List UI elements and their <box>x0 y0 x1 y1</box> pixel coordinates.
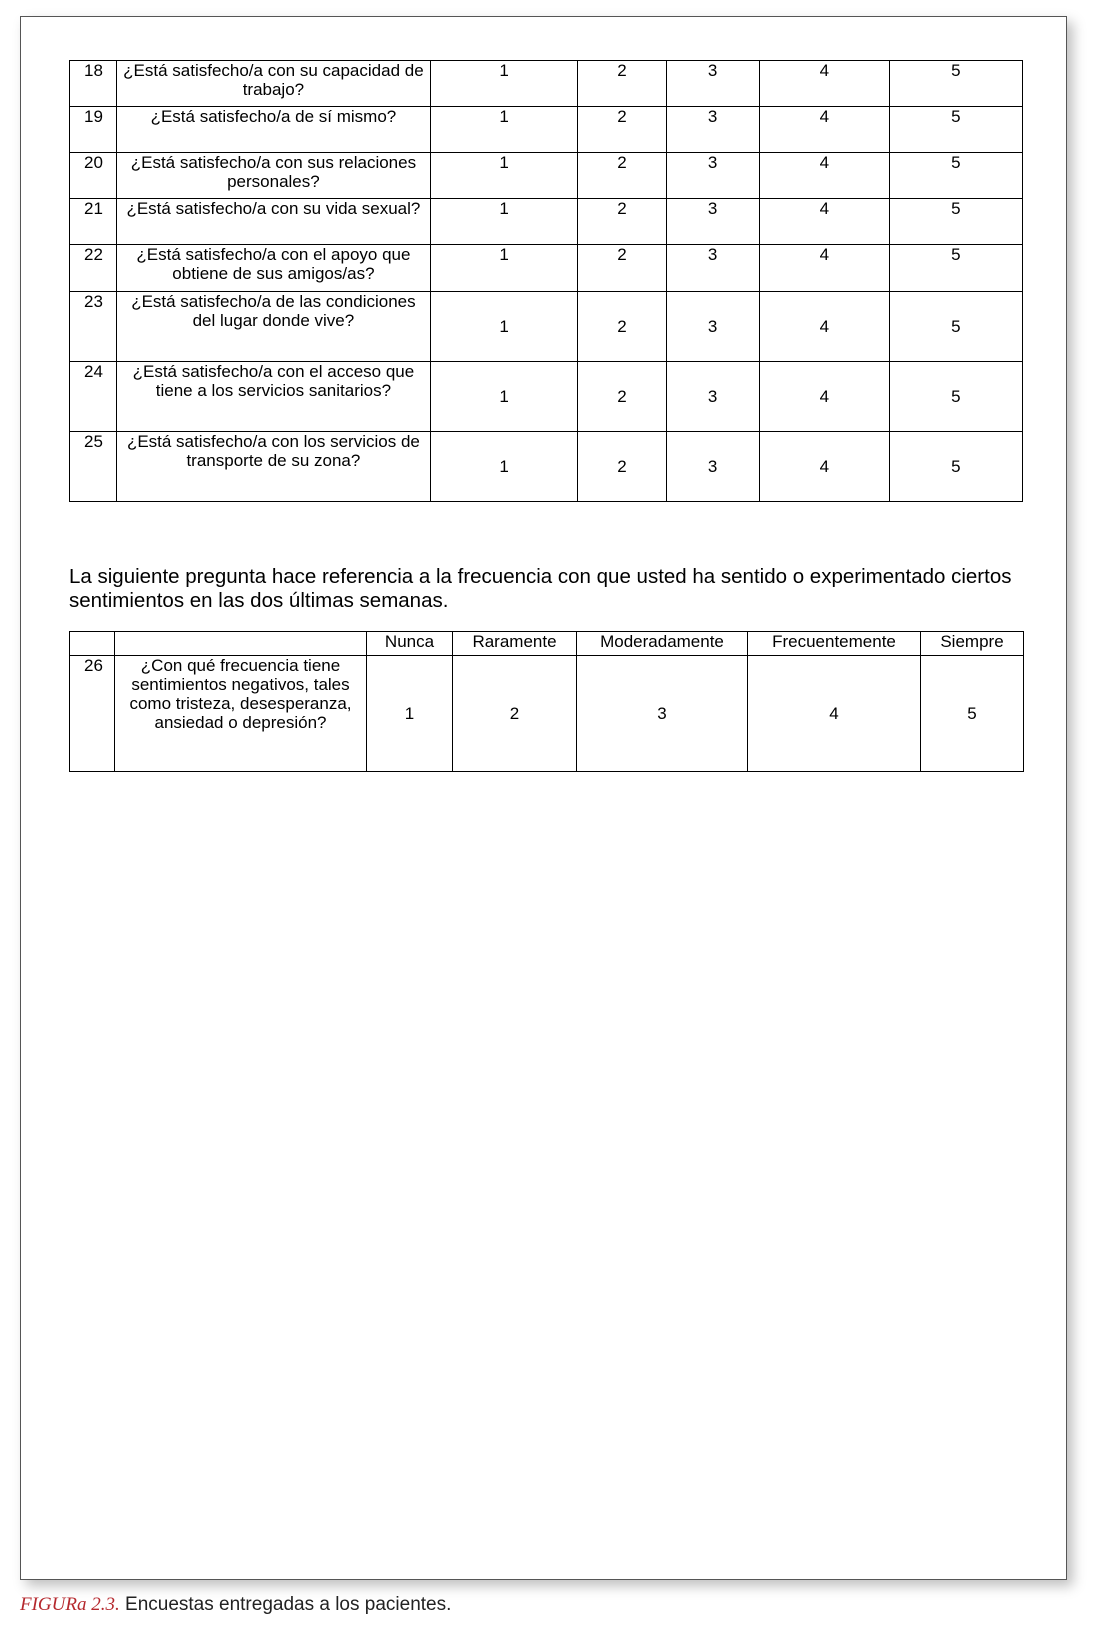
score-cell: 3 <box>666 245 759 292</box>
column-header: Frecuentemente <box>748 632 921 656</box>
score-cell: 1 <box>430 199 578 245</box>
score-cell: 3 <box>666 107 759 153</box>
score-cell: 1 <box>430 292 578 362</box>
score-cell: 4 <box>759 153 889 199</box>
row-number: 21 <box>70 199 117 245</box>
score-cell: 5 <box>889 153 1022 199</box>
score-cell: 4 <box>759 362 889 432</box>
question-text: ¿Con qué frecuencia tiene sentimientos negativos, tales como tristeza, desesperanza, ansiedad o depresión? <box>115 656 367 772</box>
question-text: ¿Está satisfecho/a de sí mismo? <box>117 107 430 153</box>
empty-header-cell <box>70 632 115 656</box>
score-cell: 5 <box>889 362 1022 432</box>
score-cell: 3 <box>666 432 759 502</box>
score-cell: 2 <box>578 199 666 245</box>
score-cell: 2 <box>578 61 666 107</box>
score-cell: 4 <box>759 199 889 245</box>
table-row <box>70 656 1024 772</box>
score-cell: 3 <box>666 61 759 107</box>
score-cell: 3 <box>666 199 759 245</box>
table-row <box>70 199 1023 245</box>
question-text: ¿Está satisfecho/a con su vida sexual? <box>117 199 430 245</box>
score-cell: 5 <box>889 199 1022 245</box>
score-cell: 2 <box>578 432 666 502</box>
frequency-table <box>69 631 1024 772</box>
question-text: ¿Está satisfecho/a con el apoyo que obtiene de sus amigos/as? <box>117 245 430 292</box>
score-cell: 1 <box>430 362 578 432</box>
score-cell: 5 <box>921 656 1024 772</box>
score-cell: 2 <box>578 153 666 199</box>
row-number: 26 <box>70 656 115 772</box>
score-cell: 4 <box>759 245 889 292</box>
score-cell: 1 <box>430 432 578 502</box>
score-cell: 1 <box>367 656 453 772</box>
score-cell: 5 <box>889 245 1022 292</box>
row-number: 23 <box>70 292 117 362</box>
empty-header-cell <box>115 632 367 656</box>
table-row <box>70 245 1023 292</box>
question-text: ¿Está satisfecho/a con su capacidad de trabajo? <box>117 61 430 107</box>
table-row <box>70 432 1023 502</box>
table-row <box>70 61 1023 107</box>
question-text: ¿Está satisfecho/a con los servicios de transporte de su zona? <box>117 432 430 502</box>
score-cell: 4 <box>759 107 889 153</box>
score-cell: 3 <box>666 153 759 199</box>
score-cell: 1 <box>430 107 578 153</box>
document-page <box>20 16 1067 1580</box>
row-number: 25 <box>70 432 117 502</box>
table-row <box>70 153 1023 199</box>
score-cell: 2 <box>453 656 577 772</box>
table-row <box>70 292 1023 362</box>
score-cell: 4 <box>759 61 889 107</box>
column-header: Raramente <box>453 632 577 656</box>
score-cell: 5 <box>889 432 1022 502</box>
table-row <box>70 107 1023 153</box>
score-cell: 3 <box>666 362 759 432</box>
figure-label: FIGURa 2.3. <box>20 1594 120 1615</box>
figure-caption <box>20 1594 451 1616</box>
score-cell: 5 <box>889 107 1022 153</box>
score-cell: 5 <box>889 292 1022 362</box>
score-cell: 2 <box>578 245 666 292</box>
question-text: ¿Está satisfecho/a de las condiciones del lugar donde vive? <box>117 292 430 362</box>
row-number: 19 <box>70 107 117 153</box>
caption-text: Encuestas entregadas a los pacientes. <box>125 1594 452 1615</box>
frequency-intro-text: La siguiente pregunta hace referencia a la frecuencia con que usted ha sentido o experimentado ciertos sentimientos en las dos últimas semanas. <box>69 565 1012 612</box>
question-text: ¿Está satisfecho/a con sus relaciones personales? <box>117 153 430 199</box>
satisfaction-table <box>69 60 1023 502</box>
score-cell: 3 <box>577 656 748 772</box>
row-number: 24 <box>70 362 117 432</box>
score-cell: 1 <box>430 153 578 199</box>
row-number: 20 <box>70 153 117 199</box>
table-row <box>70 362 1023 432</box>
header-row <box>70 632 1024 656</box>
question-text: ¿Está satisfecho/a con el acceso que tiene a los servicios sanitarios? <box>117 362 430 432</box>
score-cell: 1 <box>430 245 578 292</box>
row-number: 22 <box>70 245 117 292</box>
score-cell: 5 <box>889 61 1022 107</box>
column-header: Siempre <box>921 632 1024 656</box>
score-cell: 2 <box>578 107 666 153</box>
column-header: Moderadamente <box>577 632 748 656</box>
score-cell: 4 <box>759 292 889 362</box>
score-cell: 2 <box>578 362 666 432</box>
score-cell: 4 <box>748 656 921 772</box>
score-cell: 4 <box>759 432 889 502</box>
column-header: Nunca <box>367 632 453 656</box>
score-cell: 1 <box>430 61 578 107</box>
row-number: 18 <box>70 61 117 107</box>
score-cell: 3 <box>666 292 759 362</box>
score-cell: 2 <box>578 292 666 362</box>
